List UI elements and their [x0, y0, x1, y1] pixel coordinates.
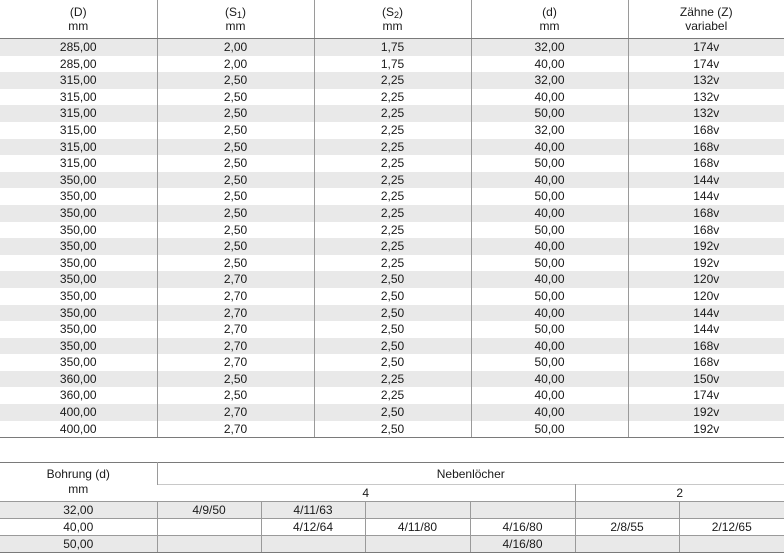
- header-unit: variabel: [629, 19, 784, 33]
- table-cell: 40,00: [471, 139, 628, 156]
- side-hole-cell: 4/9/50: [157, 502, 261, 519]
- table-cell: 2,50: [314, 354, 471, 371]
- table-row: [0, 105, 784, 122]
- header-side-holes: Nebenlöcher: [157, 463, 784, 485]
- table-row: [0, 139, 784, 156]
- table-cell: 2,50: [314, 404, 471, 421]
- table-cell: 40,00: [471, 305, 628, 322]
- table-cell: 2,00: [157, 39, 314, 56]
- table-cell: 350,00: [0, 172, 157, 189]
- table-cell: 2,25: [314, 72, 471, 89]
- table-cell: 350,00: [0, 205, 157, 222]
- table-cell: 2,70: [157, 305, 314, 322]
- bore-holes-body: [0, 502, 784, 553]
- table-cell: 2,70: [157, 288, 314, 305]
- table-cell: 40,00: [471, 387, 628, 404]
- table-cell: 132v: [628, 89, 784, 106]
- table-cell: 2,50: [157, 155, 314, 172]
- table-cell: 2,00: [157, 56, 314, 73]
- table-cell: 350,00: [0, 255, 157, 272]
- table-cell: 2,50: [157, 238, 314, 255]
- table-cell: 400,00: [0, 404, 157, 421]
- table-cell: 40,00: [471, 238, 628, 255]
- table-row: [0, 122, 784, 139]
- side-hole-cell: [261, 536, 365, 553]
- side-hole-cell: 4/12/64: [261, 519, 365, 536]
- table-cell: 2,25: [314, 222, 471, 239]
- table-cell: 168v: [628, 338, 784, 355]
- table-cell: 144v: [628, 321, 784, 338]
- table-row: [0, 354, 784, 371]
- table-cell: 50,00: [471, 105, 628, 122]
- table-row: [0, 172, 784, 189]
- header-s1: $(S_1)$ mm: [157, 0, 314, 39]
- table-cell: 2,50: [157, 105, 314, 122]
- table-cell: 50,00: [471, 421, 628, 438]
- table-cell: 2,50: [157, 72, 314, 89]
- side-hole-cell: 2/8/55: [575, 519, 679, 536]
- table-cell: 2,50: [314, 271, 471, 288]
- table-cell: 40,00: [471, 338, 628, 355]
- table-cell: 32,00: [471, 122, 628, 139]
- header-group-4: 4: [157, 485, 575, 502]
- side-hole-cell: [679, 502, 784, 519]
- table-row: [0, 271, 784, 288]
- table-row: [0, 305, 784, 322]
- table-cell: 2,50: [157, 371, 314, 388]
- table-cell: 168v: [628, 205, 784, 222]
- table-cell: 40,00: [471, 271, 628, 288]
- table-cell: 2,50: [157, 255, 314, 272]
- dimensions-body: [0, 39, 784, 438]
- side-hole-cell: [575, 502, 679, 519]
- table-cell: 168v: [628, 354, 784, 371]
- header-unit: mm: [68, 482, 88, 496]
- table-cell: 120v: [628, 271, 784, 288]
- bore-header-row: [0, 463, 784, 485]
- table-cell: 2,25: [314, 89, 471, 106]
- table-cell: 40,00: [471, 172, 628, 189]
- table-cell: 315,00: [0, 89, 157, 106]
- table-cell: 192v: [628, 238, 784, 255]
- table-cell: 132v: [628, 72, 784, 89]
- table-cell: 2,50: [314, 321, 471, 338]
- table-cell: 315,00: [0, 105, 157, 122]
- table-cell: 174v: [628, 56, 784, 73]
- table-cell: 132v: [628, 105, 784, 122]
- table-cell: 350,00: [0, 222, 157, 239]
- table-cell: 350,00: [0, 321, 157, 338]
- table-cell: 350,00: [0, 338, 157, 355]
- table-row: [0, 222, 784, 239]
- header-unit: mm: [472, 19, 628, 33]
- table-cell: 192v: [628, 421, 784, 438]
- header-bore: (d) mm: [471, 0, 628, 39]
- table-cell: 50,00: [471, 255, 628, 272]
- table-row: [0, 387, 784, 404]
- table-cell: 150v: [628, 371, 784, 388]
- table-cell: 2,25: [314, 122, 471, 139]
- table-row: [0, 502, 784, 519]
- table-cell: 144v: [628, 305, 784, 322]
- header-unit: mm: [158, 19, 314, 33]
- table-cell: 2,25: [314, 205, 471, 222]
- table-row: [0, 205, 784, 222]
- table-cell: 2,50: [314, 421, 471, 438]
- table-cell: 350,00: [0, 288, 157, 305]
- table-cell: 50,00: [471, 188, 628, 205]
- table-cell: 2,70: [157, 321, 314, 338]
- table-cell: 2,50: [314, 338, 471, 355]
- table-row: [0, 56, 784, 73]
- table-cell: 168v: [628, 122, 784, 139]
- table-cell: 168v: [628, 155, 784, 172]
- side-hole-cell: 4/16/80: [470, 519, 575, 536]
- table-cell: 40,00: [471, 89, 628, 106]
- table-cell: 50,00: [471, 354, 628, 371]
- side-hole-cell: [470, 502, 575, 519]
- table-cell: 1,75: [314, 39, 471, 56]
- table-cell: 350,00: [0, 238, 157, 255]
- table-cell: 2,25: [314, 155, 471, 172]
- header-outer-diameter: (D) mm: [0, 0, 157, 39]
- table-cell: 2,50: [157, 222, 314, 239]
- table-row: [0, 321, 784, 338]
- dimensions-header-row: [0, 0, 784, 39]
- table-cell: 2,50: [157, 139, 314, 156]
- table-cell: 315,00: [0, 155, 157, 172]
- table-cell: 350,00: [0, 305, 157, 322]
- side-hole-cell: [575, 536, 679, 553]
- table-cell: 2,50: [314, 305, 471, 322]
- table-cell: 40,00: [471, 371, 628, 388]
- table-cell: 2,25: [314, 172, 471, 189]
- table-cell: 2,70: [157, 338, 314, 355]
- table-cell: 360,00: [0, 371, 157, 388]
- table-cell: 400,00: [0, 421, 157, 438]
- table-row: [0, 404, 784, 421]
- table-cell: 2,25: [314, 387, 471, 404]
- table-row: [0, 89, 784, 106]
- table-cell: 50,00: [471, 321, 628, 338]
- table-cell: 174v: [628, 387, 784, 404]
- bore-holes-table: [0, 462, 784, 553]
- table-row: [0, 288, 784, 305]
- table-row: [0, 238, 784, 255]
- side-hole-cell: [365, 536, 470, 553]
- side-hole-cell: [157, 536, 261, 553]
- table-cell: 2,70: [157, 421, 314, 438]
- table-cell: 2,25: [314, 105, 471, 122]
- table-cell: 315,00: [0, 139, 157, 156]
- table-cell: 2,50: [157, 205, 314, 222]
- table-cell: 350,00: [0, 354, 157, 371]
- table-cell: 2,25: [314, 238, 471, 255]
- table-cell: 2,25: [314, 255, 471, 272]
- header-s2: $(S_2)$ mm: [314, 0, 471, 39]
- table-row: [0, 338, 784, 355]
- header-unit: mm: [315, 19, 471, 33]
- header-group-2: 2: [575, 485, 784, 502]
- table-cell: 2,50: [157, 188, 314, 205]
- table-row: [0, 188, 784, 205]
- table-cell: 360,00: [0, 387, 157, 404]
- table-cell: 2,25: [314, 139, 471, 156]
- side-hole-cell: 2/12/65: [679, 519, 784, 536]
- side-hole-cell: [157, 519, 261, 536]
- table-cell: 350,00: [0, 271, 157, 288]
- table-row: [0, 519, 784, 536]
- table-cell: 168v: [628, 222, 784, 239]
- table-row: [0, 72, 784, 89]
- table-cell: 40,00: [471, 404, 628, 421]
- table-row: [0, 421, 784, 438]
- table-cell: 2,25: [314, 188, 471, 205]
- table-row: [0, 255, 784, 272]
- table-cell: 192v: [628, 404, 784, 421]
- table-cell: 32,00: [471, 39, 628, 56]
- table-cell: 144v: [628, 188, 784, 205]
- bore-value-cell: 40,00: [0, 519, 157, 536]
- side-hole-cell: [679, 536, 784, 553]
- side-hole-cell: 4/11/80: [365, 519, 470, 536]
- table-cell: 40,00: [471, 205, 628, 222]
- header-unit: mm: [0, 19, 157, 33]
- table-row: [0, 536, 784, 553]
- header-bore-diameter: Bohrung (d) mm: [0, 463, 157, 502]
- table-cell: 50,00: [471, 288, 628, 305]
- table-cell: 285,00: [0, 39, 157, 56]
- table-cell: 2,70: [157, 404, 314, 421]
- table-cell: 2,50: [314, 288, 471, 305]
- table-cell: 192v: [628, 255, 784, 272]
- table-cell: 315,00: [0, 122, 157, 139]
- table-cell: 1,75: [314, 56, 471, 73]
- side-hole-cell: 4/11/63: [261, 502, 365, 519]
- side-hole-cell: 4/16/80: [470, 536, 575, 553]
- table-cell: 40,00: [471, 56, 628, 73]
- table-row: [0, 371, 784, 388]
- table-cell: 2,50: [157, 172, 314, 189]
- table-cell: 32,00: [471, 72, 628, 89]
- header-teeth: Zähne (Z) variabel: [628, 0, 784, 39]
- table-cell: 2,50: [157, 387, 314, 404]
- table-cell: 168v: [628, 139, 784, 156]
- table-cell: 50,00: [471, 155, 628, 172]
- table-cell: 144v: [628, 172, 784, 189]
- table-cell: 2,70: [157, 354, 314, 371]
- bore-value-cell: 32,00: [0, 502, 157, 519]
- table-cell: 315,00: [0, 72, 157, 89]
- table-row: [0, 39, 784, 56]
- side-hole-cell: [365, 502, 470, 519]
- table-cell: 2,25: [314, 371, 471, 388]
- table-cell: 50,00: [471, 222, 628, 239]
- bore-value-cell: 50,00: [0, 536, 157, 553]
- table-cell: 2,50: [157, 122, 314, 139]
- table-cell: 2,50: [157, 89, 314, 106]
- table-cell: 2,70: [157, 271, 314, 288]
- table-cell: 350,00: [0, 188, 157, 205]
- table-cell: 285,00: [0, 56, 157, 73]
- table-cell: 174v: [628, 39, 784, 56]
- table-row: [0, 155, 784, 172]
- table-cell: 120v: [628, 288, 784, 305]
